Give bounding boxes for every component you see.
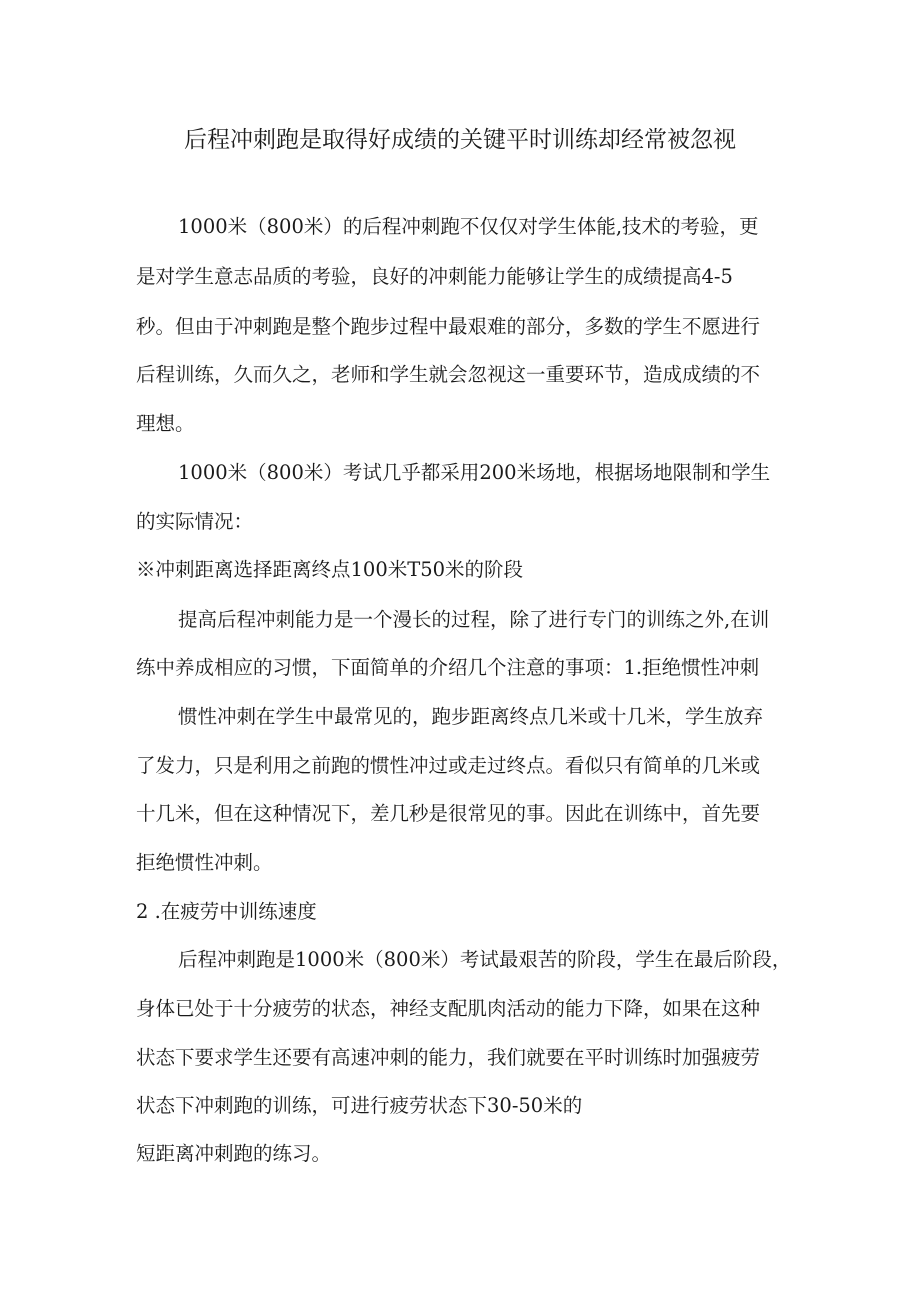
paragraph-line: 的实际情况： <box>136 510 254 533</box>
paragraph-line: 短距离冲刺跑的练习。 <box>136 1142 332 1165</box>
paragraph-line: 身体已处于十分疲劳的状态，神经支配肌肉活动的能力下降，如果在这种 <box>136 997 761 1020</box>
section-heading: 2 .在疲劳中训练速度 <box>136 900 317 923</box>
paragraph-line: 理想。 <box>136 412 195 435</box>
paragraph-line: 状态下要求学生还要有高速冲刺的能力，我们就要在平时训练时加强疲劳 <box>136 1046 761 1069</box>
paragraph-line: 后程训练，久而久之，老师和学生就会忽视这一重要环节，造成成绩的不 <box>136 363 761 386</box>
paragraph-line: 拒绝惯性冲刺。 <box>136 851 273 874</box>
paragraph-line: 惯性冲刺在学生中最常见的，跑步距离终点几米或十几米，学生放弃 <box>178 705 764 728</box>
paragraph-line: 练中养成相应的习惯，下面简单的介绍几个注意的事项：1.拒绝惯性冲刺 <box>136 656 760 679</box>
document-title: 后程冲刺跑是取得好成绩的关键平时训练却经常被忽视 <box>184 127 736 153</box>
paragraph-line: 了发力，只是利用之前跑的惯性冲过或走过终点。看似只有简单的几米或 <box>136 754 761 777</box>
paragraph-line: 是对学生意志品质的考验，良好的冲刺能力能够让学生的成绩提高4-5 <box>136 265 733 288</box>
paragraph-line: 十几米，但在这种情况下，差几秒是很常见的事。因此在训练中，首先要 <box>136 802 761 825</box>
paragraph-line: 秒。但由于冲刺跑是整个跑步过程中最艰难的部分，多数的学生不愿进行 <box>136 315 761 338</box>
paragraph-line: 1000米（800米）考试几乎都采用200米场地，根据场地限制和学生 <box>178 461 771 484</box>
paragraph-line: 后程冲刺跑是1000米（800米）考试最艰苦的阶段，学生在最后阶段， <box>178 948 792 971</box>
paragraph-line: 提高后程冲刺能力是一个漫长的过程，除了进行专门的训练之外,在训 <box>178 608 770 631</box>
paragraph-line: 状态下冲刺跑的训练，可进行疲劳状态下30-50米的 <box>136 1094 583 1117</box>
note-line: ※冲刺距离选择距离终点100米T50米的阶段 <box>136 558 524 581</box>
paragraph-line: 1000米（800米）的后程冲刺跑不仅仅对学生体能,技术的考验，更 <box>178 215 759 238</box>
